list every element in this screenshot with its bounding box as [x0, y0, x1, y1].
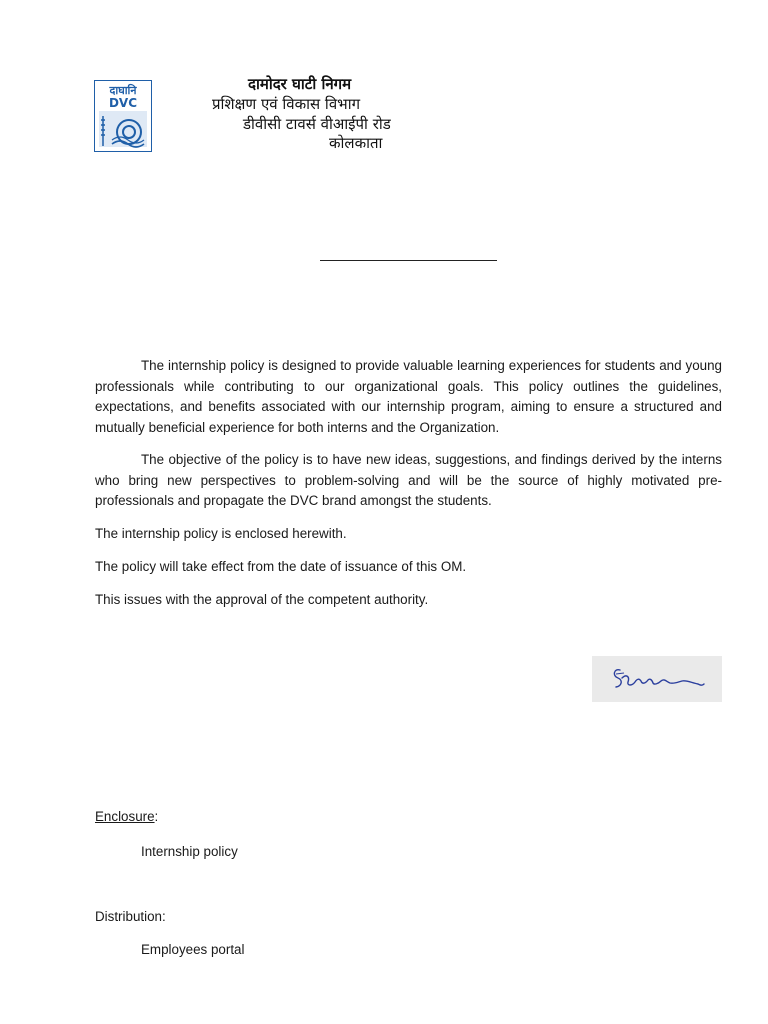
body-paragraph-intro: The internship policy is designed to provide valuable learning experiences for students and young professionals while contributing to our organizational goals. This policy outlines the guidelines, expectations, and benefits associated with our internship program, aiming to ensure a structured and mutually beneficial experience for both interns and the Organization. — [95, 358, 722, 436]
distribution-label: Distribution: — [95, 909, 166, 924]
enclosure-item: Internship policy — [141, 844, 238, 859]
reference-blank-line — [320, 260, 497, 261]
department-name: प्रशिक्षण एवं विकास विभाग — [212, 95, 361, 113]
dvc-logo — [94, 80, 152, 152]
body-paragraph-approval: This issues with the approval of the competent authority. — [95, 592, 429, 607]
body-paragraph-objective: The objective of the policy is to have new ideas, suggestions, and findings derived by the interns who bring new perspectives to problem-solving and will be the source of highly motivated pre-professionals and propagate the DVC brand amongst the students. — [95, 452, 722, 509]
svg-text:DVC: DVC — [108, 96, 138, 110]
distribution-item: Employees portal — [141, 942, 245, 957]
svg-text:दाघानि: दाघानि — [109, 84, 137, 97]
enclosure-label-colon: : — [154, 809, 159, 824]
enclosure-label-text: Enclosure — [95, 809, 155, 824]
signature-image — [592, 656, 722, 702]
address-line: डीवीसी टावर्स वीआईपी रोड — [243, 115, 391, 133]
city-line: कोलकाता — [329, 134, 383, 152]
body-paragraph-enclosed: The internship policy is enclosed herewith. — [95, 526, 347, 541]
body-paragraph-effective: The policy will take effect from the date of issuance of this OM. — [95, 559, 467, 574]
organization-name: दामोदर घाटी निगम — [248, 75, 352, 93]
enclosure-label — [95, 808, 158, 826]
